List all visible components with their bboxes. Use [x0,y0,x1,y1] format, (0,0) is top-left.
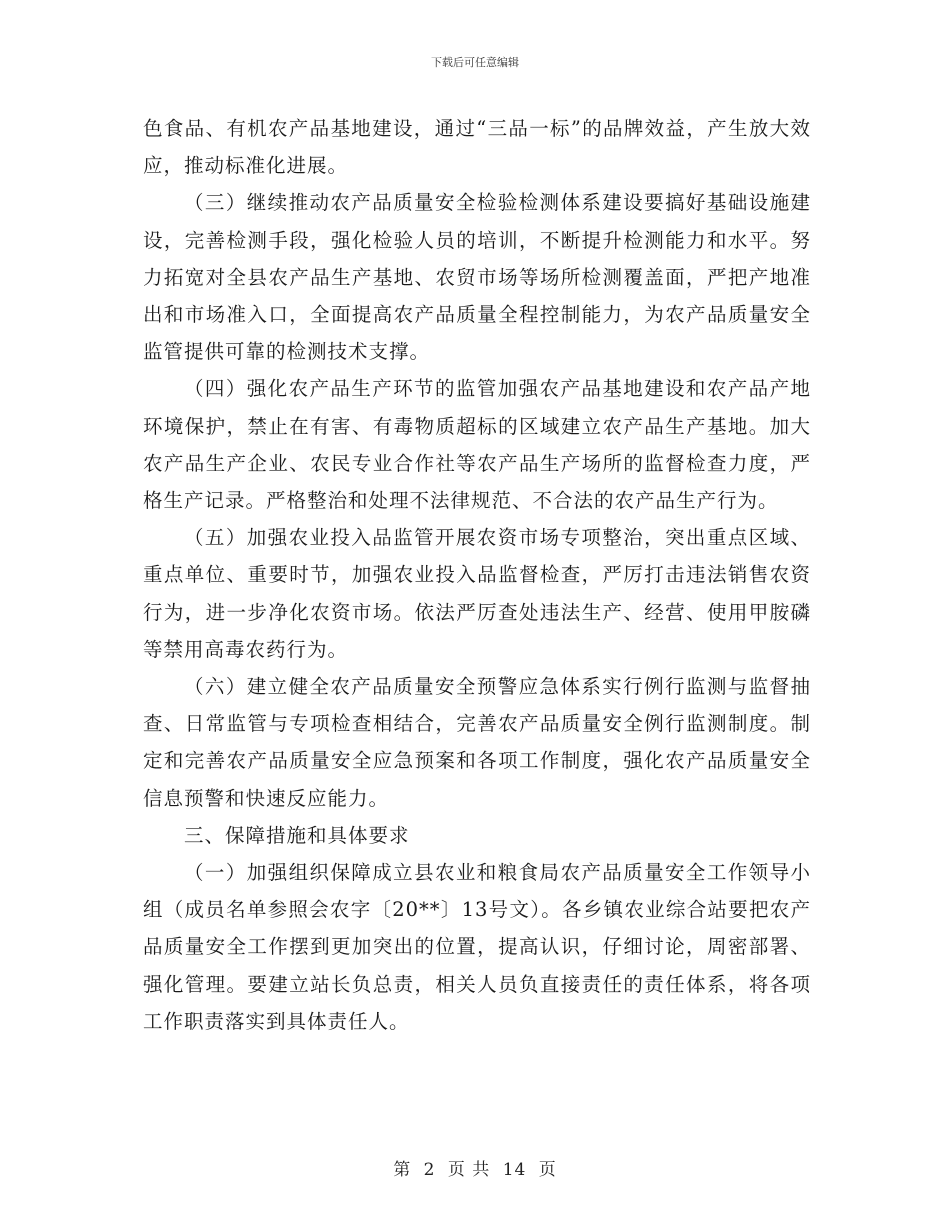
footer-middle: 页 共 [447,1160,491,1180]
footer-suffix: 页 [538,1160,557,1180]
paragraph-section-4: （四）强化农产品生产环节的监管加强农产品基地建设和农产品产地环境保护，禁止在有害、有毒物质超标的区域建立农产品生产基地。加大农产品生产企业、农民专业合作社等农产品生产场所的监督检查力度，严格生产记录。严格整治和处理不法律规范、不合法的农产品生产行为。 [143,377,811,513]
paragraph-section-3: （三）继续推动农产品质量安全检验检测体系建设要搞好基础设施建设，完善检测手段，强化检验人员的培训，不断提升检测能力和水平。努力拓宽对全县农产品生产基地、农贸市场等场所检测覆盖面，严把产地准出和市场准入口，全面提高农产品质量全程控制能力，为农产品质量安全监管提供可靠的检测技术支撑。 [143,191,811,364]
page-footer [0,1155,950,1180]
footer-prefix: 第 [393,1160,412,1180]
document-body [143,110,811,1040]
paragraph-measure-1: （一）加强组织保障成立县农业和粮食局农产品质量安全工作领导小组（成员名单参照会农字〔20**〕13号文）。各乡镇农业综合站要把农产品质量安全工作摆到更加突出的位置，提高认识，仔细讨论，周密部署、强化管理。要建立站长负总责，相关人员负直接责任的责任体系，将各项工作职责落实到具体责任人。 [143,861,811,1033]
paragraph-continuation: 色食品、有机农产品基地建设，通过“三品一标”的品牌效益，产生放大效应，推动标准化进展。 [143,117,811,178]
page-number-current: 2 [423,1160,436,1180]
page-header: 下载后可任意编辑 [431,56,519,69]
paragraph-section-6: （六）建立健全农产品质量安全预警应急体系实行例行监测与监督抽查、日常监管与专项检查相结合，完善农产品质量安全例行监测制度。制定和完善农产品质量安全应急预案和各项工作制度，强化农产品质量安全信息预警和快速反应能力。 [143,675,811,810]
section-heading-3: 三、保障措施和具体要求 [184,823,410,847]
page-number-total: 14 [502,1160,527,1180]
paragraph-section-5: （五）加强农业投入品监管开展农资市场专项整治，突出重点区域、重点单位、重要时节，加强农业投入品监督检查，严厉打击违法销售农资行为，进一步净化农资市场。依法严厉查处违法生产、经营、使用甲胺磷等禁用高毒农药行为。 [143,526,811,661]
